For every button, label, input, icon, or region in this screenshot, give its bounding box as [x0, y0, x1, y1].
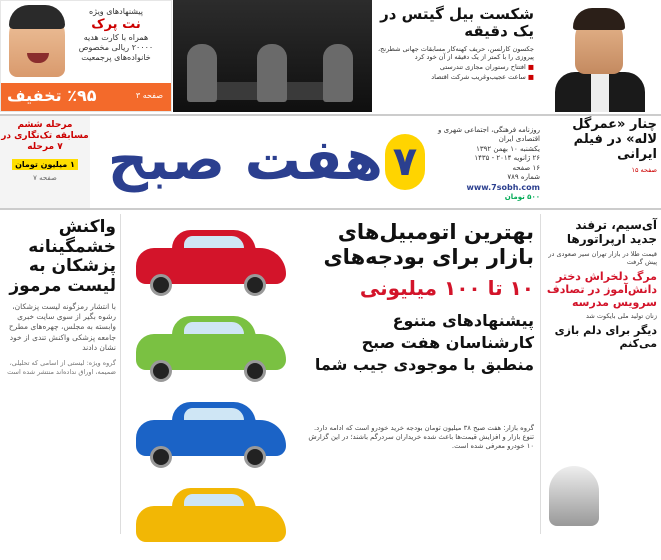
- actor-shirt: [591, 72, 609, 112]
- issue-number: شماره ۷۸۹: [507, 173, 540, 182]
- car-wheel: [244, 274, 266, 296]
- car-green: [126, 306, 294, 388]
- car-wheel: [244, 446, 266, 468]
- ad-model-hair: [9, 5, 65, 29]
- ad-line-2: ۲۰۰۰۰ ریالی مخصوص: [78, 43, 154, 53]
- chanar-page: صفحه ۱۵: [631, 165, 657, 174]
- chanar-story[interactable]: [541, 114, 661, 210]
- accident-title: مرگ دلخراش دختر دانش‌آموز در تصادف سرویس مدرسه: [546, 269, 657, 310]
- top-story-title: شکست بیل گیتس در یک دقیقه: [380, 5, 534, 41]
- contest-title: مرحله ششم مسابقه تک‌نگاری در ۷ مرحله: [1, 120, 89, 152]
- ad-line-3: خانواده‌های پرجمعیت: [81, 53, 151, 63]
- car-blue: [126, 392, 294, 474]
- car-wheel: [244, 360, 266, 382]
- car-wheel: [150, 446, 172, 468]
- contest-page: صفحه ۷: [33, 174, 57, 183]
- play-title: دیگر برای دلم بازی می‌کنم: [554, 323, 657, 350]
- logo-word: هفت صبح: [107, 128, 383, 193]
- car-red: [126, 220, 294, 302]
- photo-person-3: [323, 44, 353, 102]
- headline-title: بهترین اتومبیل‌های بازار برای بودجه‌های: [323, 220, 534, 270]
- ad-box[interactable]: [0, 0, 172, 112]
- headline-budget: ۱۰ تا ۱۰۰ میلیونی: [359, 276, 534, 301]
- main-article: گروه بازار: هفت صبح ۳۸ میلیون تومان بودجه خرید خودرو است که ادامه دارد. تنوع بازار و افزایش قیمت‌ها باعث شده خریداران سردرگم باشند؛ در این گزارش ۱۰ خودرو معرفی شده است.: [308, 424, 534, 451]
- doctors-body: گروه ویژه: لیستی از اسامی که تحلیلی، ضمیمه، اوراق نداده‌اند منتشر شده است: [7, 358, 116, 376]
- doctors-lede: با انتشار رمزگونه لیست پزشکان، رشوه بگیر از سوی سایت خبری وابسته به مجلس، چهره‌های مطرح جامعه پزشکی واکنش تندی از خود نشان دادند: [8, 302, 116, 352]
- ad-brand: نت پرک: [91, 17, 141, 32]
- logo-number: ۷: [385, 134, 425, 190]
- top-photo[interactable]: [173, 0, 372, 112]
- car-wheel: [150, 274, 172, 296]
- ad-line-1: همراه با کارت هدیه: [83, 33, 149, 43]
- info-line-4: ۱۶ صفحه: [512, 163, 540, 172]
- headline-subtitle: پیشنهادهای متنوع کارشناسان هفت صبح منطبق با موجودی جیب شما: [314, 311, 534, 374]
- ad-discount: ٪۹۵ تخفیف: [7, 86, 97, 105]
- contest-prize: ۱ میلیون تومان: [12, 159, 78, 170]
- car-yellow: [126, 478, 294, 560]
- info-line-2: یکشنبه ۱۰ بهمن ۱۳۹۲: [476, 144, 540, 153]
- photo-person-2: [257, 44, 287, 102]
- car-wheel: [150, 360, 172, 382]
- ad-page-ref: صفحه ۳: [135, 91, 163, 100]
- photo-person-1: [187, 44, 217, 102]
- top-story[interactable]: [372, 0, 540, 112]
- info-line-1: روزنامه فرهنگی، اجتماعی شهری و اقتصادی ایران: [438, 126, 540, 144]
- website-link[interactable]: www.7sobh.com: [466, 182, 540, 192]
- contest-box[interactable]: [0, 116, 90, 208]
- top-story-bullet-1: ■ افتتاح رستوران مجازی تندرستی: [376, 63, 534, 71]
- ad-discount-strip: [1, 83, 171, 111]
- top-band: [0, 0, 661, 112]
- doctors-title: واکنش خشمگینانه پزشکان به لیست مرموز: [9, 217, 116, 296]
- isim-title: آی‌سیم، ترفند جدید ارپراتورها: [566, 218, 657, 247]
- top-story-body: جکسون کارلسن، حریف کهنه‌کار مسابقات جهانی شطرنج، پیروزی را با کمتر از یک دقیقه از آن خود کرد: [377, 44, 534, 61]
- issue-info: [430, 126, 540, 206]
- national-bullet: زنان تولید ملی بایکوت شد: [585, 312, 657, 321]
- cars-photo-stack[interactable]: [120, 214, 300, 534]
- portrait-photo: [549, 466, 599, 526]
- chanar-title: چنار «عمرگل لاله» در فیلم ایرانی: [572, 117, 657, 162]
- doctors-story[interactable]: [0, 214, 120, 534]
- right-column[interactable]: [541, 214, 661, 534]
- car-body: [136, 506, 286, 542]
- newspaper-logo: [95, 124, 425, 202]
- info-line-3: ۲۶ ژانویه ۲۰۱۴ - ۱۴۳۵: [474, 154, 540, 163]
- actor-hair: [573, 8, 625, 30]
- price: ۵۰۰ تومان: [504, 193, 540, 202]
- gold-bullet: قیمت طلا در بازار تهران سیر صعودی در پیش گرفت: [548, 249, 657, 267]
- ad-title: پیشنهادهای ویژه: [88, 7, 144, 16]
- ad-text: [67, 7, 165, 63]
- top-story-bullet-2: ■ ساعت عجیب‌وغریب شرکت اقتصاد: [376, 73, 534, 81]
- actor-photo[interactable]: [541, 0, 661, 112]
